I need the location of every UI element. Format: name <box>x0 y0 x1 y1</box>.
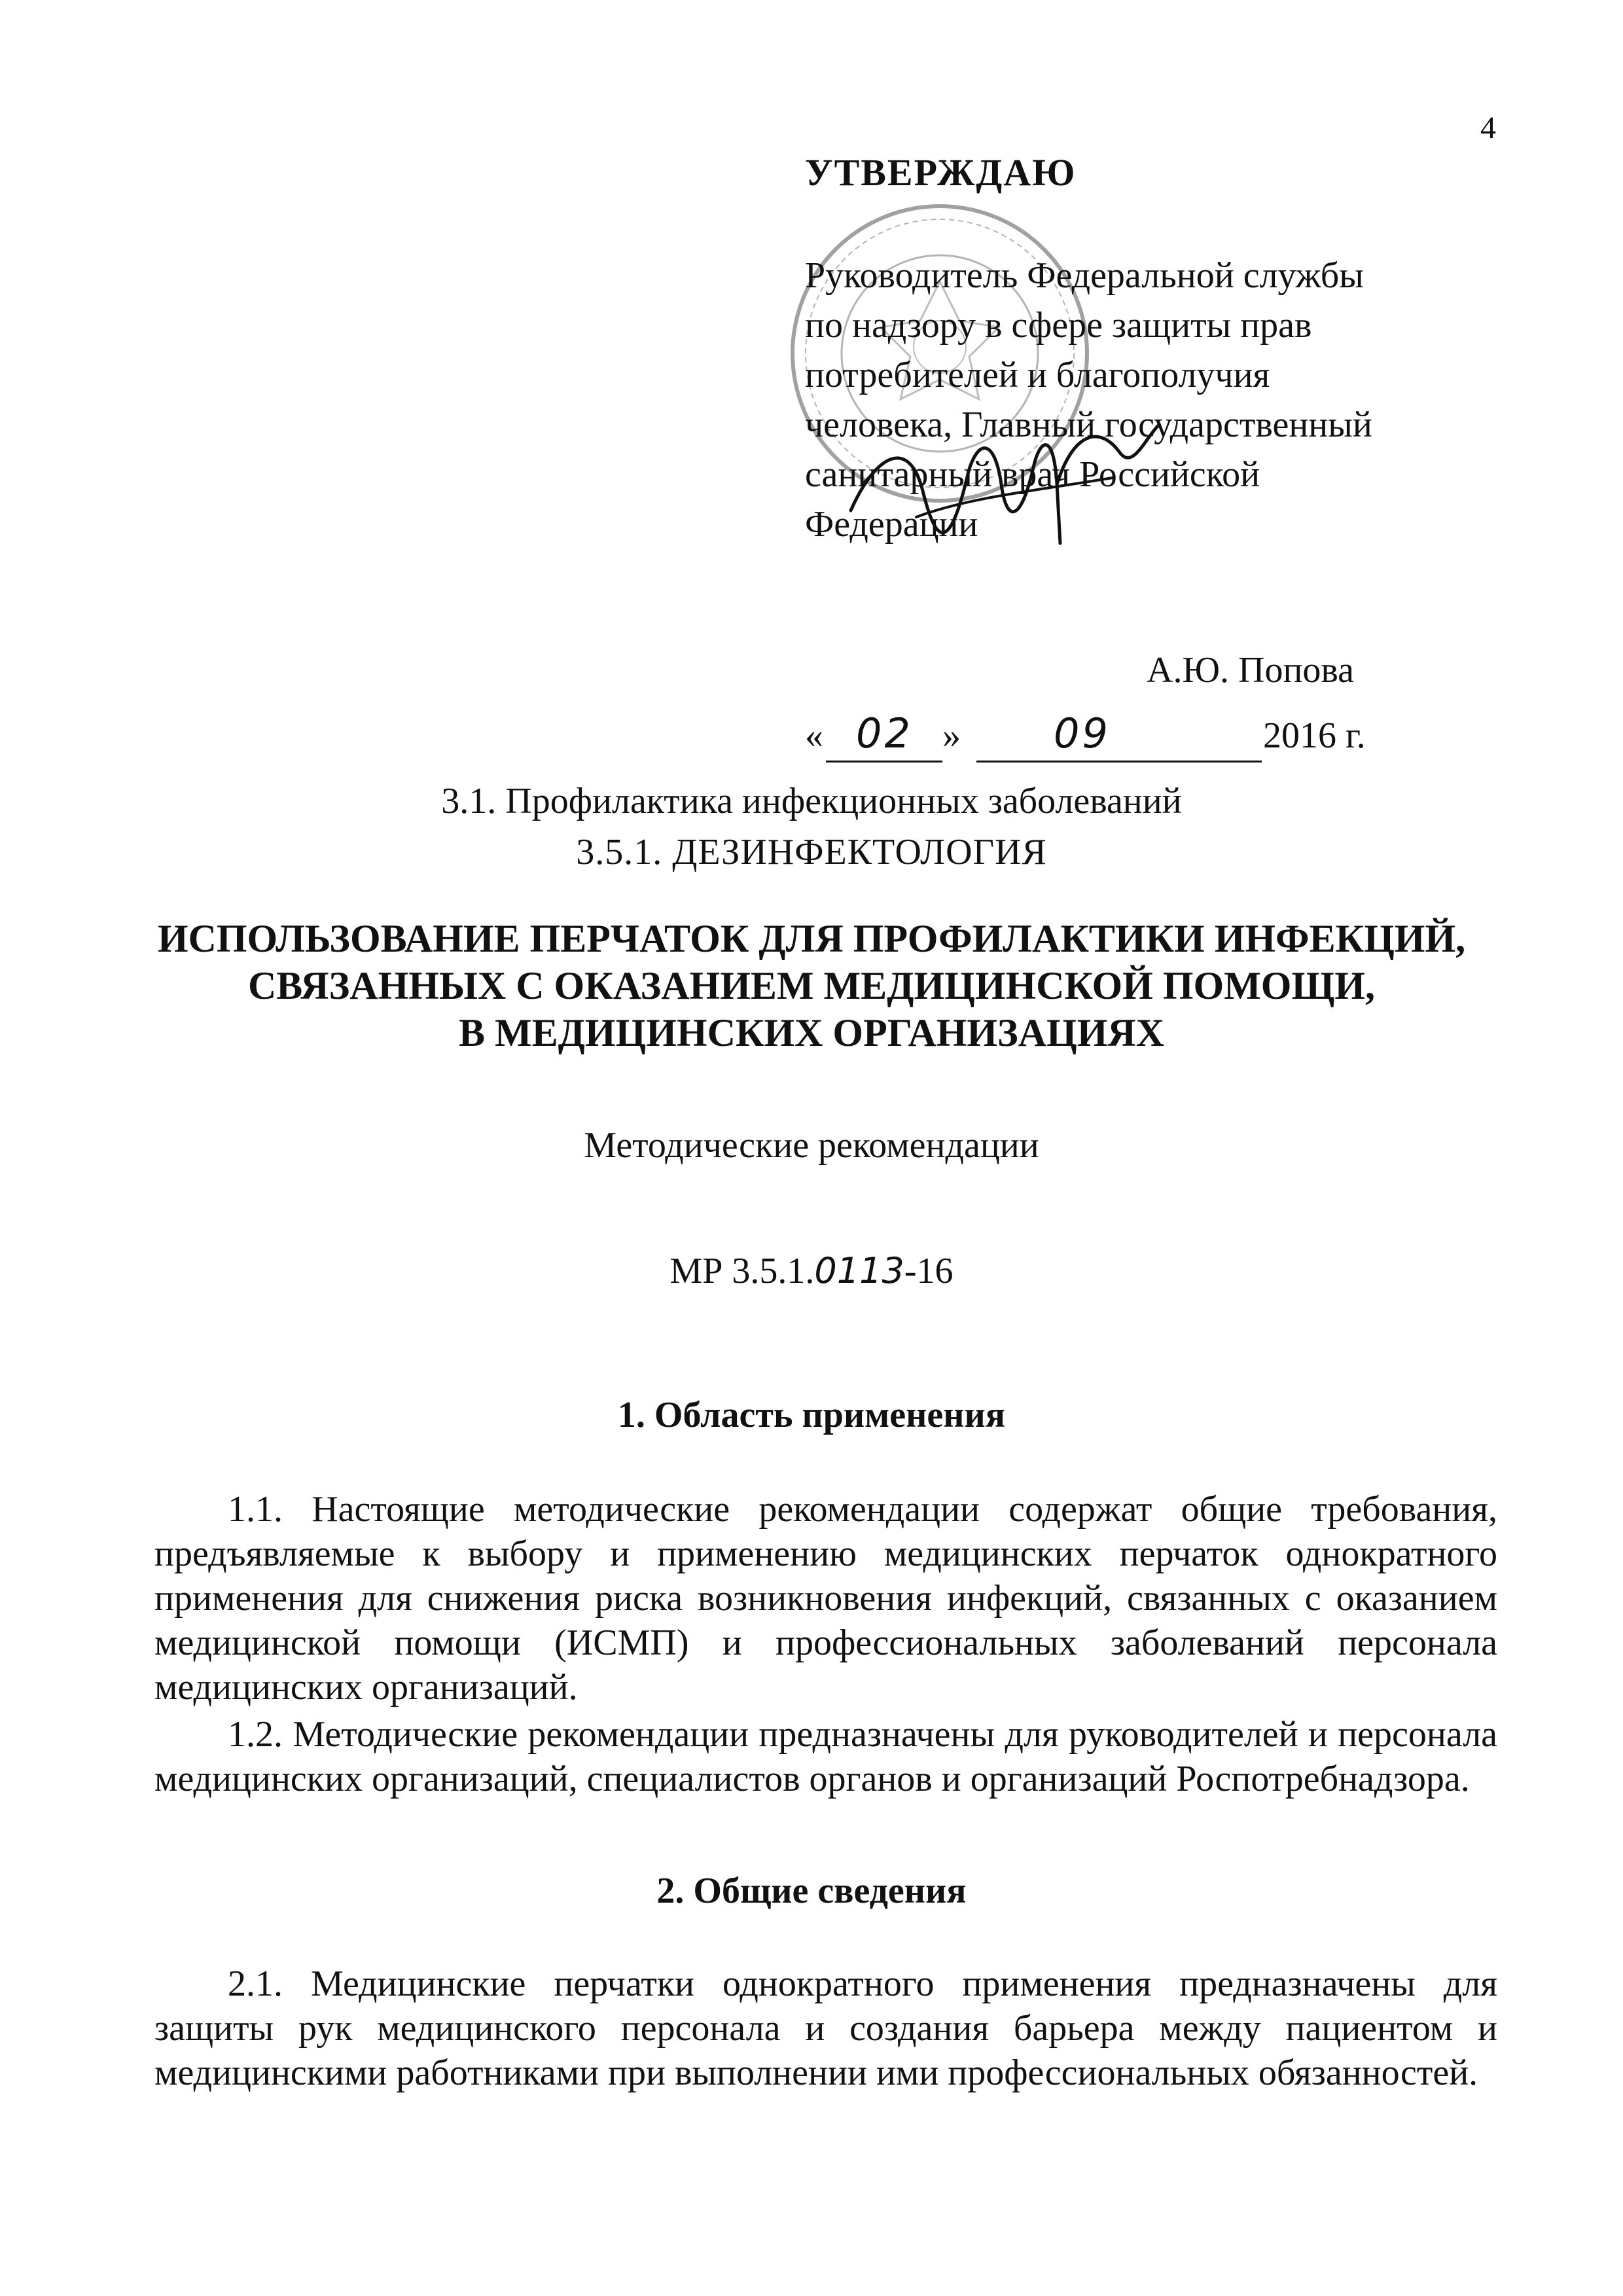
document-title <box>0 915 1623 1056</box>
approver-position: Руководитель Федеральной службы по надзору в сфере защиты прав потребителей и благополучия человека, Главный государственный санитарный врач Российской Федерации <box>805 255 1372 545</box>
approval-heading: УТВЕРЖДАЮ <box>805 151 1077 194</box>
title-line: В МЕДИЦИНСКИХ ОРГАНИЗАЦИЯХ <box>458 1011 1165 1054</box>
date-day: 02 <box>856 709 913 757</box>
paragraph: 2.1. Медицинские перчатки однократного применения предназначены для защиты рук медицинского персонала и создания барьера между пациентом и медицинскими работниками при выполнении ими профессиональных обязанностей. <box>154 1964 1497 2093</box>
document-number-prefix: МР 3.5.1. <box>669 1251 815 1291</box>
approval-date <box>805 709 1368 767</box>
document-number-suffix: -16 <box>904 1251 954 1291</box>
document-number-handwritten: 0113 <box>814 1250 904 1291</box>
approval-block <box>805 151 1472 757</box>
document-category: 3.1. Профилактика инфекционных заболеваний <box>441 781 1182 821</box>
document-subcategory: 3.5.1. ДЕЗИНФЕКТОЛОГИЯ <box>576 832 1047 872</box>
date-open-quote: « <box>805 715 823 756</box>
title-line: СВЯЗАННЫХ С ОКАЗАНИЕМ МЕДИЦИНСКОЙ ПОМОЩИ, <box>247 964 1376 1007</box>
date-year: 2016 г. <box>1263 715 1366 756</box>
day-underline <box>826 761 942 762</box>
date-month: 09 <box>1054 709 1111 757</box>
document-number <box>0 1250 1623 1292</box>
paragraph: 1.1. Настоящие методические рекомендации содержат общие требования, предъявляемые к выбору и применению медицинских перчаток однократного применения для снижения риска возникновения инфекций, связанных с оказанием медицинской помощи (ИСМП) и профессиональных заболеваний персонала медицинских организаций. <box>154 1489 1497 1708</box>
approver-name: А.Ю. Попова <box>1147 650 1354 691</box>
title-line: ИСПОЛЬЗОВАНИЕ ПЕРЧАТОК ДЛЯ ПРОФИЛАКТИКИ ИНФЕКЦИЙ, <box>157 917 1466 960</box>
date-close-quote: » <box>942 715 961 756</box>
section-heading: 2. Общие сведения <box>656 1871 967 1911</box>
document-type: Методические рекомендации <box>584 1125 1039 1166</box>
section-heading: 1. Область применения <box>617 1395 1006 1435</box>
page-number: 4 <box>1480 111 1496 145</box>
month-underline <box>976 761 1262 762</box>
paragraph: 1.2. Методические рекомендации предназначены для руководителей и персонала медицинских организаций, специалистов органов и организаций Роспотребнадзора. <box>154 1714 1497 1799</box>
